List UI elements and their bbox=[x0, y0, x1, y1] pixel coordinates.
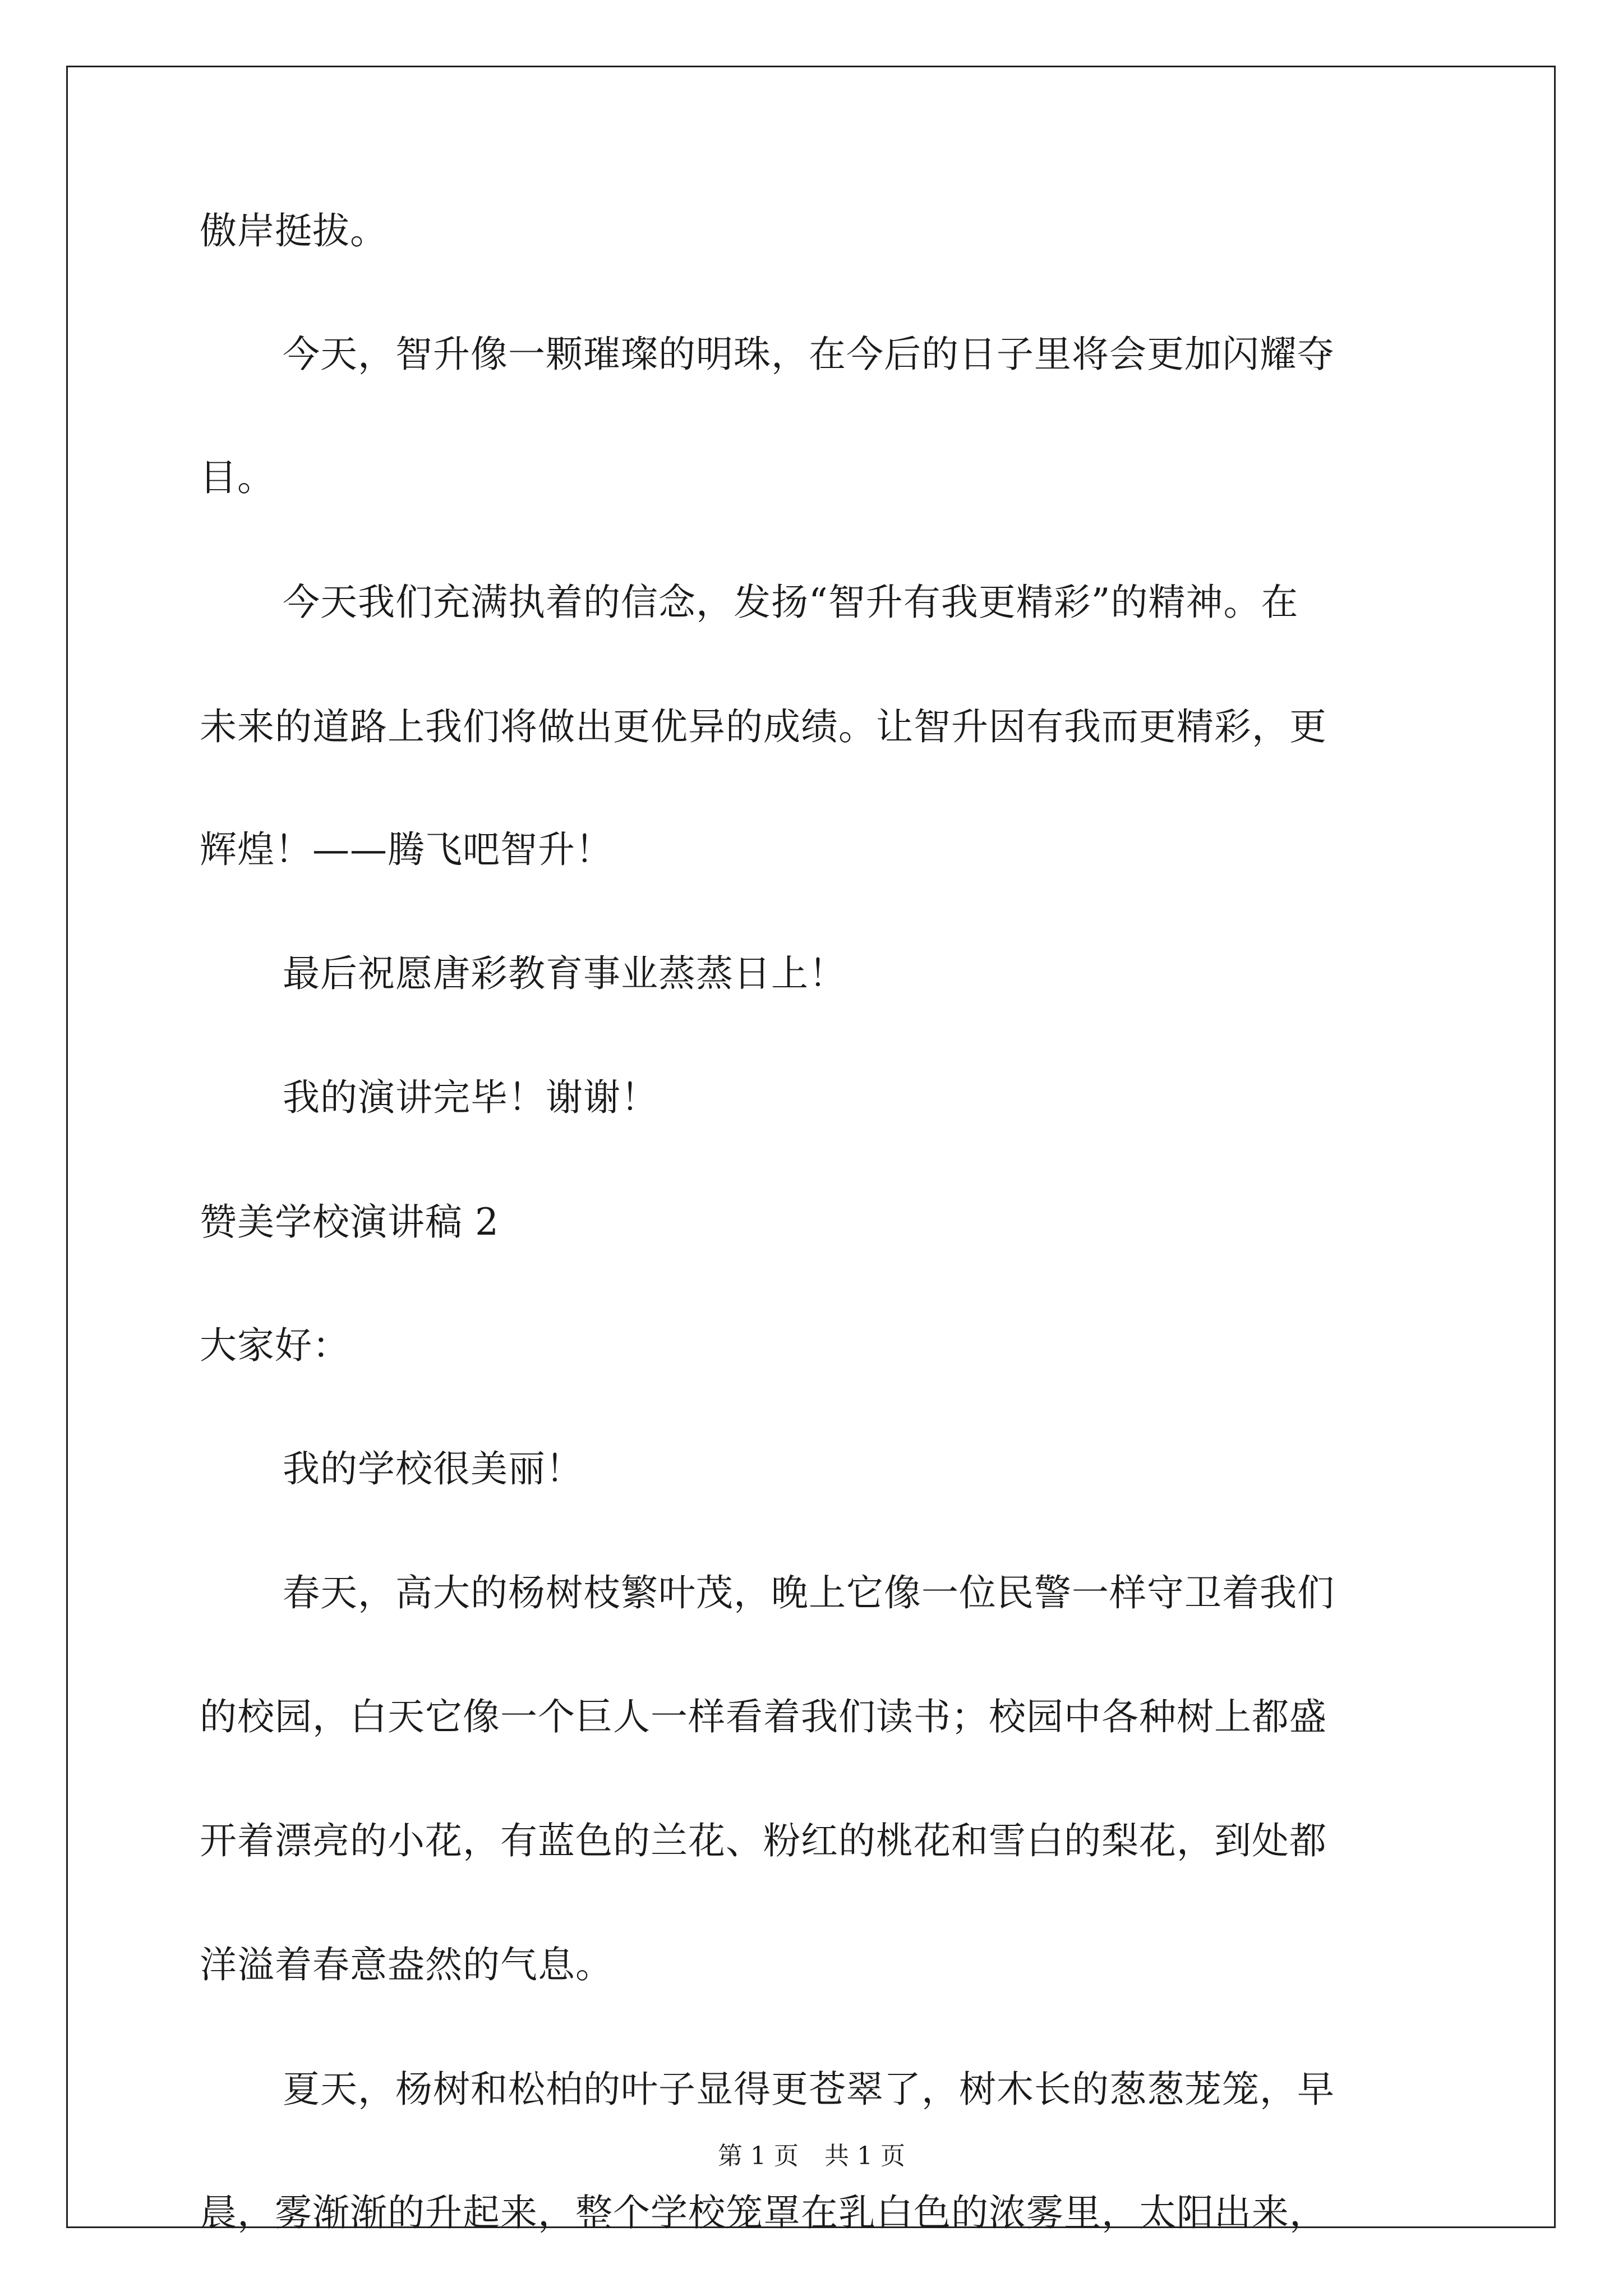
section-heading: 赞美学校演讲稿 2 bbox=[200, 1200, 499, 1244]
text-line: 傲岸挺拔。 bbox=[200, 209, 388, 252]
text-line: 未来的道路上我们将做出更优异的成绩。让智升因有我而更精彩，更 bbox=[200, 705, 1327, 748]
text-line: 洋溢着春意盎然的气息。 bbox=[200, 1943, 613, 1986]
text-line: 春天，高大的杨树枝繁叶茂，晚上它像一位民警一样守卫着我们 bbox=[283, 1571, 1335, 1614]
text-line: 辉煌！——腾飞吧智升！ bbox=[200, 828, 613, 871]
page-border bbox=[66, 66, 1556, 2228]
page-total: 共 1 页 bbox=[824, 2142, 905, 2170]
text-line: 我的学校很美丽！ bbox=[283, 1447, 583, 1490]
text-line: 开着漂亮的小花，有蓝色的兰花、粉红的桃花和雪白的梨花，到处都 bbox=[200, 1819, 1327, 1862]
text-line: 夏天，杨树和松柏的叶子显得更苍翠了，树木长的葱葱茏笼，早 bbox=[283, 2068, 1335, 2111]
text-line: 最后祝愿唐彩教育事业蒸蒸日上！ bbox=[283, 952, 846, 995]
text-line: 晨，雾渐渐的升起来，整个学校笼罩在乳白色的浓雾里，太阳出来， bbox=[200, 2191, 1327, 2234]
text-line: 的校园，白天它像一个巨人一样看着我们读书；校园中各种树上都盛 bbox=[200, 1695, 1327, 1738]
text-line: 目。 bbox=[200, 456, 275, 499]
text-line: 今天我们充满执着的信念，发扬“智升有我更精彩”的精神。在 bbox=[283, 581, 1299, 624]
page-footer bbox=[0, 2141, 1623, 2172]
text-line: 我的演讲完毕！谢谢！ bbox=[283, 1076, 658, 1119]
text-line: 大家好： bbox=[200, 1324, 350, 1367]
page-number: 第 1 页 bbox=[718, 2142, 799, 2170]
text-line: 今天，智升像一颗璀璨的明珠，在今后的日子里将会更加闪耀夺 bbox=[283, 333, 1335, 376]
